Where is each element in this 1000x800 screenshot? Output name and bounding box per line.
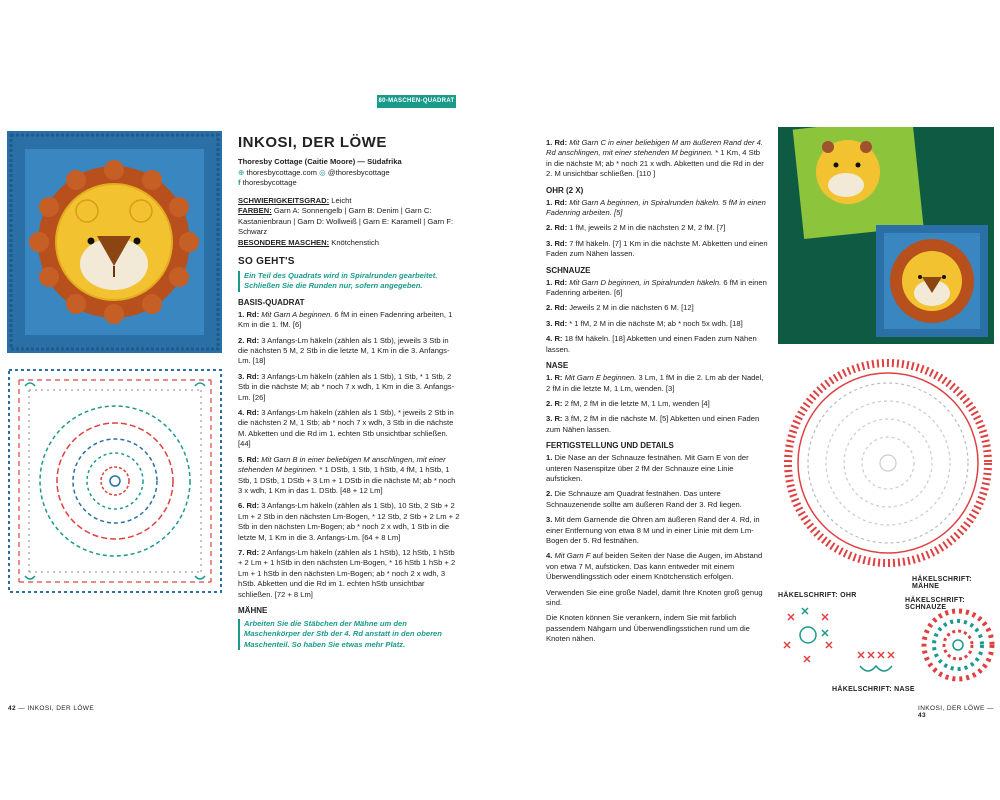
snout-chart-label: HÄKELSCHRIFT: SCHNAUZE [905,597,965,611]
nose-heading: NASE [546,361,569,371]
ear-step: 2. Rd: 1 fM, jeweils 2 M in die nächsten 2 M, 2 fM. [7] [546,223,726,233]
ear-chart [778,604,838,666]
nose-chart-label: HÄKELSCHRIFT: NASE [832,686,915,693]
finish-tip-2: Die Knoten können Sie verankern, indem Sie mit farblich passendem Nähgarn und Überwendlingsstichen rund um die Knoten nähen. [546,613,750,644]
facebook-icon: f [238,178,241,187]
instagram-icon: ◎ [319,167,326,177]
snout-chart [918,606,998,684]
facebook-handle[interactable]: thoresbycottage [242,178,297,187]
page-title: INKOSI, DER LÖWE [238,134,387,151]
finish-heading: FERTIGSTELLUNG UND DETAILS [546,441,674,451]
basis-step: 3. Rd: 3 Anfangs-Lm häkeln (zählen als 1 Stb), 1 Stb, * 1 Stb, 2 Stb in die nächste M; ab * noch 7 x wdh, 1 Km in die 3. Anfangs-Lm. [26] [238,371,455,402]
ear-list [546,198,768,260]
snout-step: 4. R: 18 fM häkeln. [18] Abketten und einen Faden zum Nähen lassen. [546,334,757,354]
difficulty-line: SCHWIERIGKEITSGRAD: Leicht [238,195,352,205]
page-number-right: 43 [918,712,927,719]
mane-list [546,138,768,180]
website [238,168,460,179]
how-heading: SO GEHT'S [238,256,295,267]
nose-list [546,373,768,435]
base-square-chart [5,366,225,596]
nose-step: 3. R: 3 fM, 2 fM in die nächste M. [5] Abketten und einen Faden zum Nähen lassen. [546,414,760,434]
colors-line: FARBEN: Garn A: Sonnengelb | Garn B: Denim | Garn C: Kastanienbraun | Garn D: Wollweiß | Garn E: Karamell | Garn F: Schwarz [238,206,454,236]
nose-chart [852,648,902,680]
basis-list [238,310,460,600]
designer: Thoresby Cottage (Caitie Moore) — Südafrika [238,157,402,166]
basis-step: 2. Rd: 3 Anfangs-Lm häkeln (zählen als 1 Stb), jeweils 3 Stb in die nächsten 5 M, 2 Stb in die letzte M, 1 Km in die 3. Anfangs-Lm. [18] [238,335,450,366]
mane-heading: MÄHNE [238,605,268,615]
basis-step: 7. Rd: 2 Anfangs-Lm häkeln (zählen als 1 hStb), 12 hStb, 1 hStb + 2 Lm + 1 hStb in den nächsten Lm-Bogen, * 16 hStb 1 hSb + 2 Lm + 1 hStb in den nächsten Lm-Bogen; ab * noch 2 x wdh, 3 hStb. Abketten und die Rd im 1. echten hStb unsichtbar schließen. [72 + 8 Lm] [238,547,456,599]
mane-chart-label: HÄKELSCHRIFT: MÄHNE [912,576,972,590]
finish-step: 4. Mit Garn F auf beiden Seiten der Nase die Augen, im Abstand von etwa 7 M, aufsticken. Das kann entweder mit einem Überwendlingsstich oder einem Knötchenstich erfolgen. [546,551,763,582]
snout-list [546,278,768,355]
snout-step: 3. Rd: * 1 fM, 2 M in die nächste M; ab * noch 5x wdh. [18] [546,318,743,328]
website-link[interactable]: thoresbycottage.com [246,167,317,177]
finish-step: 1. Die Nase an der Schnauze festnähen. Mit Garn E von der unteren Nasenspitze über 2 fM der Schnauze eine Linie aufsticken. [546,453,749,483]
footer-title-right: INKOSI, DER LÖWE [918,705,985,712]
footer-title-left: INKOSI, DER LÖWE [27,705,95,712]
basis-step: 6. Rd: 3 Anfangs-Lm häkeln (zählen als 1 Stb), 10 Stb, 2 Stb + 2 Lm + 2 Stb in den nächsten Lm-Bogen, * 12 Stb, 2 Stb + 2 Lm + 2 Stb in den nächsten Lm-Bogen; ab * noch 2 x wdh, 1 Stb in die letzte M, 1 Km in die 3. Anfangs-Lm. [64 + 8 Lm] [238,501,460,542]
basis-step: 1. Rd: Mit Garn A beginnen. 6 fM in einen Fadenring arbeiten, 1 Km in die 1. fM. [6] [238,309,453,330]
page-number-left: 42 [8,705,17,712]
globe-icon: ⊕ [238,167,245,177]
mane-step: 1. Rd: Mit Garn C in einer beliebigen M am äußeren Rand der 4. Rd anschlingen, mit einer stehenden M beginnen. * 1 Km, 4 Stb in die nächste M; ab * noch 21 x wdh. Abketten und die Rd in der 2. M unsichtbar schließen. [110 ] [546,138,764,179]
left-text-column [238,134,460,656]
mane-note: Arbeiten Sie die Stäbchen der Mähne um den Maschenkörper der Stb der 4. Rd anstatt in den oberen Maschenteil. So haben Sie etwas mehr Platz. [238,619,460,650]
finish-list [546,453,768,582]
snout-step: 2. Rd: Jeweils 2 M in die nächsten 6 M. [12] [546,303,694,313]
intro-note: Ein Teil des Quadrats wird in Spiralrunden gearbeitet. Schließen Sie die Runden nur, sofern angegeben. [238,271,460,292]
finish-step: 3. Mit dem Garnende die Ohren am äußeren Rand der 4. Rd, in einer Entfernung von etwa 8 M und in einer Linie mit dem Lm-Bogen der 5. Rd festnähen. [546,515,760,545]
footer-right: INKOSI, DER LÖWE — 43 [918,705,994,719]
special-line: BESONDERE MASCHEN: Knötchenstich [238,237,379,247]
ear-heading: OHR (2 X) [546,185,584,195]
nose-step: 2. R: 2 fM, 2 fM in die letzte M, 1 Lm, wenden [4] [546,398,710,408]
ear-chart-label: HÄKELSCHRIFT: OHR [778,592,857,599]
giraffe-lion-photo [778,127,994,344]
nose-step: 1. R: Mit Garn E beginnen. 3 Lm, 1 fM in die 2. Lm ab der Nadel, 2 fM in die letzte M, 1 Lm, wenden. [3] [546,373,764,393]
finish-tip-1: Verwenden Sie eine große Nadel, damit Ihre Knoten groß genug sind. [546,587,763,607]
lion-square-photo [7,131,222,353]
snout-step: 1. Rd: Mit Garn D beginnen, in Spiralrunden häkeln. 6 fM in einen Fadenring arbeiten. [6] [546,277,767,298]
snout-heading: SCHNAUZE [546,265,591,275]
basis-step: 5. Rd: Mit Garn B in einer beliebigen M anschlingen, mit einer stehenden M beginnen. * 1 DStb, 1 Stb, 1 hStb, 4 fM, 1 hStb, 1 Stb, 1 DStb, 1 DStb + 3 Lm + 1 DStb in die nächste M; ab * noch 3 x wdh, 1 Km in das 1. DStb. [48 + 12 Lm] [238,454,456,495]
basis-heading: BASIS-QUADRAT [238,297,305,307]
basis-step: 4. Rd: 3 Anfangs-Lm häkeln (zählen als 1 Stb), * jeweils 2 Stb in die nächsten 2 M, 1 Stb; ab * noch 7 x wdh, 3 Stb in die nächste M. Abketten und die Rd im 1. echten Stb unsichtbar schließen. [44] [238,408,454,449]
facebook [238,178,460,189]
finish-step: 2. Die Schnauze am Quadrat festnähen. Das untere Schnauzenende sollte am äußeren Rand der 3. Rd liegen. [546,489,742,509]
ear-step: 1. Rd: Mit Garn A beginnen, in Spiralrunden häkeln. 5 fM in einen Fadenring arbeiten. [5] [546,197,766,218]
ear-step: 3. Rd: 7 fM häkeln. [7] 1 Km in die nächste M. Abketten und einen Faden zum Nähen lassen. [546,238,768,259]
instagram-handle[interactable]: @thoresbycottage [327,167,390,177]
section-tag: 80-MASCHEN-QUADRAT [377,95,456,108]
right-text-column [546,138,768,650]
footer-left: 42 — INKOSI, DER LÖWE [8,705,95,712]
mane-chart [778,352,998,574]
